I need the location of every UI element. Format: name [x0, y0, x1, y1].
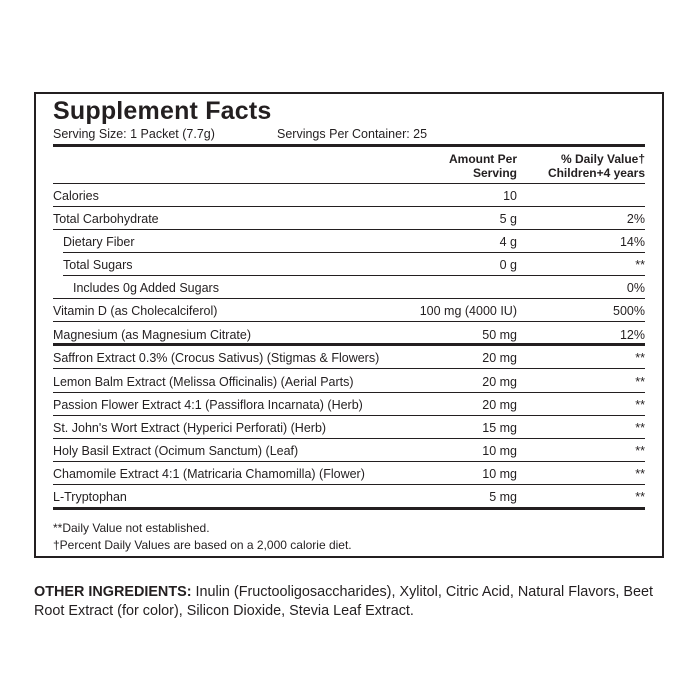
other-ingredients-text: Inulin (Fructooligosaccharides), Xylitol, Citric Acid, Natural Flavors, Beet Root Extract (for color), Silicon Dioxide, Stevia Leaf Extract.: [34, 584, 653, 619]
supplement-facts-panel: [34, 92, 664, 558]
other-ingredients-label: OTHER INGREDIENTS:: [34, 584, 192, 600]
nutrient-amount: 20 mg: [482, 351, 517, 365]
nutrient-amount: 5 g: [499, 212, 517, 226]
nutrient-name: Vitamin D (as Cholecalciferol): [53, 304, 218, 318]
nutrient-name: Includes 0g Added Sugars: [73, 281, 219, 295]
panel-title: Supplement Facts: [53, 97, 272, 125]
nutrient-name: Lemon Balm Extract (Melissa Officinalis) (Aerial Parts): [53, 375, 354, 389]
nutrient-name: Dietary Fiber: [63, 235, 135, 249]
nutrient-row: [53, 393, 645, 416]
nutrient-daily-value: 14%: [619, 235, 645, 249]
nutrient-daily-value: 12%: [619, 328, 645, 342]
serving-size: Serving Size: 1 Packet (7.7g): [53, 127, 215, 141]
nutrient-amount: 4 g: [499, 235, 517, 249]
nutrient-daily-value: **: [635, 258, 645, 272]
nutrient-row: [53, 207, 645, 230]
table-bottom-rule: [53, 507, 645, 510]
serving-info: [53, 127, 428, 141]
other-ingredients: [34, 583, 674, 621]
header-rule: [53, 144, 645, 147]
nutrient-amount: 10: [503, 189, 517, 203]
nutrient-row: [53, 253, 645, 276]
nutrient-row: [53, 462, 645, 485]
header-amount: [449, 152, 517, 180]
nutrient-amount: 15 mg: [482, 421, 517, 435]
nutrient-amount: 50 mg: [482, 328, 517, 342]
nutrient-daily-value: **: [635, 490, 645, 504]
nutrient-row: [53, 439, 645, 462]
nutrient-amount: 5 mg: [489, 490, 517, 504]
header-dv-line1: % Daily Value†: [560, 152, 645, 166]
nutrient-name: Holy Basil Extract (Ocimum Sanctum) (Leaf): [53, 444, 299, 458]
nutrient-name: Total Carbohydrate: [53, 212, 159, 226]
nutrient-amount: 10 mg: [482, 467, 517, 481]
nutrient-daily-value: 500%: [613, 304, 645, 318]
nutrient-daily-value: **: [635, 351, 645, 365]
nutrient-row: [53, 416, 645, 439]
nutrient-row: [53, 485, 645, 508]
footnote-percent-basis: †Percent Daily Values are based on a 2,000 calorie diet.: [53, 538, 352, 552]
nutrient-daily-value: **: [635, 375, 645, 389]
nutrient-daily-value: **: [635, 421, 645, 435]
nutrient-daily-value: 2%: [626, 212, 645, 226]
nutrient-name: L-Tryptophan: [53, 490, 127, 504]
nutrient-row: [53, 323, 645, 346]
nutrient-name: St. John's Wort Extract (Hyperici Perforati) (Herb): [53, 421, 327, 435]
nutrient-daily-value: **: [635, 398, 645, 412]
header-amount-line1: Amount Per: [448, 152, 517, 166]
nutrient-row: [53, 346, 645, 369]
header-amount-line2: Serving: [472, 166, 517, 180]
nutrient-amount: 20 mg: [482, 398, 517, 412]
nutrient-daily-value: 0%: [626, 281, 645, 295]
nutrient-amount: 0 g: [499, 258, 517, 272]
nutrient-name: Passion Flower Extract 4:1 (Passiflora Incarnata) (Herb): [53, 398, 363, 412]
nutrient-daily-value: **: [635, 467, 645, 481]
nutrient-row: [53, 184, 645, 207]
nutrient-name: Magnesium (as Magnesium Citrate): [53, 328, 251, 342]
footnote-dv: **Daily Value not established.: [53, 521, 210, 535]
nutrient-row: [53, 370, 645, 393]
servings-per-container: Servings Per Container: 25: [277, 127, 428, 141]
nutrient-daily-value: **: [635, 444, 645, 458]
nutrient-name: Saffron Extract 0.3% (Crocus Sativus) (Stigmas & Flowers): [53, 351, 380, 365]
nutrient-row: [53, 299, 645, 322]
nutrient-name: Total Sugars: [63, 258, 133, 272]
nutrient-row: [53, 276, 645, 299]
header-dv-line2: Children+4 years: [547, 166, 645, 180]
nutrient-name: Chamomile Extract 4:1 (Matricaria Chamomilla) (Flower): [53, 467, 365, 481]
nutrient-amount: 10 mg: [482, 444, 517, 458]
header-daily-value: [548, 152, 645, 180]
row-divider: [53, 368, 645, 369]
nutrient-row: [53, 230, 645, 253]
nutrient-name: Calories: [53, 189, 99, 203]
row-divider: [53, 321, 645, 322]
nutrient-amount: 20 mg: [482, 375, 517, 389]
nutrient-amount: 100 mg (4000 IU): [419, 304, 517, 318]
